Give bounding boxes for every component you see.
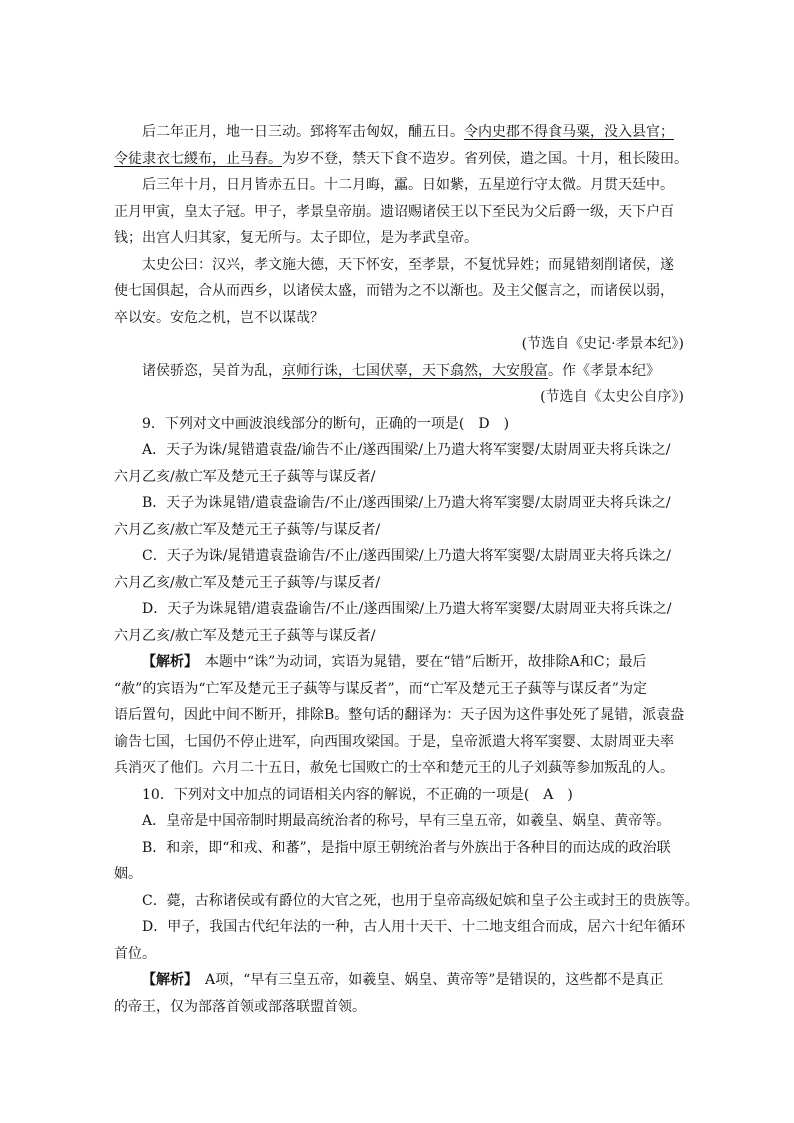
explanation-line: “赦”的宾语为“亡军及楚元王子蓺等与谋反者”，而“亡军及楚元王子蓺等与谋反者”为定	[114, 680, 647, 697]
passage-paragraph-1-cont	[114, 146, 688, 173]
passage-paragraph-3: 太史公曰：汉兴，孝文施大德，天下怀安，至孝景，不复忧异姓；而晁错刻削诸侯，遂	[142, 256, 674, 273]
explanation-9	[114, 649, 684, 676]
passage-line: 正月甲寅，皇太子冠。甲子，孝景皇帝崩。遗诏赐诸侯王以下至民为父后爵一级，天下户百	[114, 203, 674, 220]
explanation-line: 兵消灭了他们。六月二十五日，赦免七国败亡的士卒和楚元王的儿子刘蓺等参加叛乱的人。	[114, 760, 674, 776]
explanation-tag: 【解析】	[142, 654, 191, 670]
source-citation-1: (节选自《史记·孝景本纪》)	[521, 336, 684, 352]
underlined-text: 令内史郡不得食马粟，没入县官；	[464, 124, 674, 140]
question-10-option-a: A．皇帝是中国帝制时期最高统治者的称号，早有三皇五帝，如羲皇、娲皇、黄帝等。	[142, 813, 671, 829]
question-9-option-d-cont: 六月乙亥/赦亡军及楚元王子蓺等与谋反者/	[114, 627, 376, 644]
explanation-10	[114, 967, 684, 994]
source-citation-2: (节选自《太史公自序》)	[540, 389, 684, 405]
question-9-option-a: A．天子为诛/晁错遣袁盎/谕告不止/遂西围梁/上乃遣大将军窦婴/太尉周亚夫将兵诛之/	[142, 442, 671, 458]
text-run: 。作《孝景本纪》	[548, 362, 660, 379]
passage-paragraph-2: 后三年十月，日月皆赤五日。十二月晦，靁。日如紫，五星逆行守太微。月贯天廷中。	[142, 177, 674, 193]
explanation-tag: 【解析】	[142, 972, 191, 988]
question-10-option-d-cont: 首位。	[114, 945, 156, 962]
question-9-option-c-cont: 六月乙亥/赦亡军及楚元王子蓺等/与谋反者/	[114, 574, 381, 591]
underlined-text: 令徒隶衣七緵布，止马舂。	[114, 150, 282, 167]
question-10-option-b-cont: 姻。	[114, 866, 142, 882]
text-run: 诸侯骄恣，吴首为乱，	[142, 362, 282, 379]
question-9-option-a-cont: 六月乙亥/赦亡军及楚元王子蓺等与谋反者/	[114, 468, 376, 485]
question-10: 10．下列对文中加点的词语相关内容的解说，不正确的一项是( A )	[142, 786, 573, 803]
explanation-line: 语后置句，因此中间不断开，排除B。整句话的翻译为：天子因为这件事处死了晁错，派袁盎	[114, 707, 685, 723]
passage-line: 卒以安。安危之机，岂不以谋哉？	[114, 309, 324, 326]
text-run: 后二年正月，地一日三动。郅将军击匈奴，酺五日。	[142, 124, 464, 140]
document-body	[114, 119, 699, 1020]
passage-paragraph-4	[114, 358, 684, 385]
text-run: 本题中“诛”为动词，宾语为晁错，要在“错”后断开，故排除A和C；最后	[191, 654, 647, 670]
text-run: A项，“早有三皇五帝，如羲皇、娲皇、黄帝等”是错误的，这些都不是真正	[191, 972, 664, 988]
question-9-option-c: C．天子为诛/晁错遣袁盎谕告/不止/遂西围梁/上乃遣大将军窦婴/太尉周亚夫将兵诛之/	[142, 548, 672, 564]
underlined-text: 京师行诛，七国伏辜，天下翕然，大安殷富	[282, 362, 548, 379]
passage-line: 钱；出宫人归其家，复无所与。太子即位，是为孝武皇帝。	[114, 230, 478, 246]
question-10-option-d: D．甲子，我国古代纪年法的一种，古人用十天干、十二地支组合而成，居六十纪年循环	[142, 919, 686, 935]
passage-paragraph-1	[114, 119, 684, 146]
passage-line: 使七国俱起，合从而西乡，以诸侯太盛，而错为之不以渐也。及主父偃言之，而诸侯以弱，	[114, 283, 674, 299]
question-9-option-d: D．天子为诛晁错/遣袁盎谕告/不止/遂西围梁/上乃遣大将军窦婴/太尉周亚夫将兵诛之/	[142, 601, 672, 617]
explanation-line: 谕告七国，七国仍不停止进军，向西围攻梁国。于是，皇帝派遣大将军窦婴、太尉周亚夫率	[114, 733, 674, 750]
text-run: 为岁不登，禁天下食不造岁。省列侯，遣之国。十月，租长陵田。	[282, 150, 688, 167]
question-9: 9．下列对文中画波浪线部分的断句，正确的一项是( D )	[142, 415, 510, 432]
question-10-option-b: B．和亲，即“和戎、和蕃”，是指中原王朝统治者与外族出于各种目的而达成的政治联	[142, 839, 671, 856]
explanation-line: 的帝王，仅为部落首领或部落联盟首领。	[114, 998, 366, 1015]
question-9-option-b-cont: 六月乙亥/赦亡军及楚元王子蓺等/与谋反者/	[114, 521, 381, 538]
question-9-option-b: B．天子为诛晁错/遣袁盎谕告/不止/遂西围梁/上乃遣大将军窦婴/太尉周亚夫将兵诛之/	[142, 495, 671, 511]
question-10-option-c: C．薨，古称诸侯或有爵位的大官之死，也用于皇帝高级妃嫔和皇子公主或封王的贵族等。	[142, 892, 699, 909]
